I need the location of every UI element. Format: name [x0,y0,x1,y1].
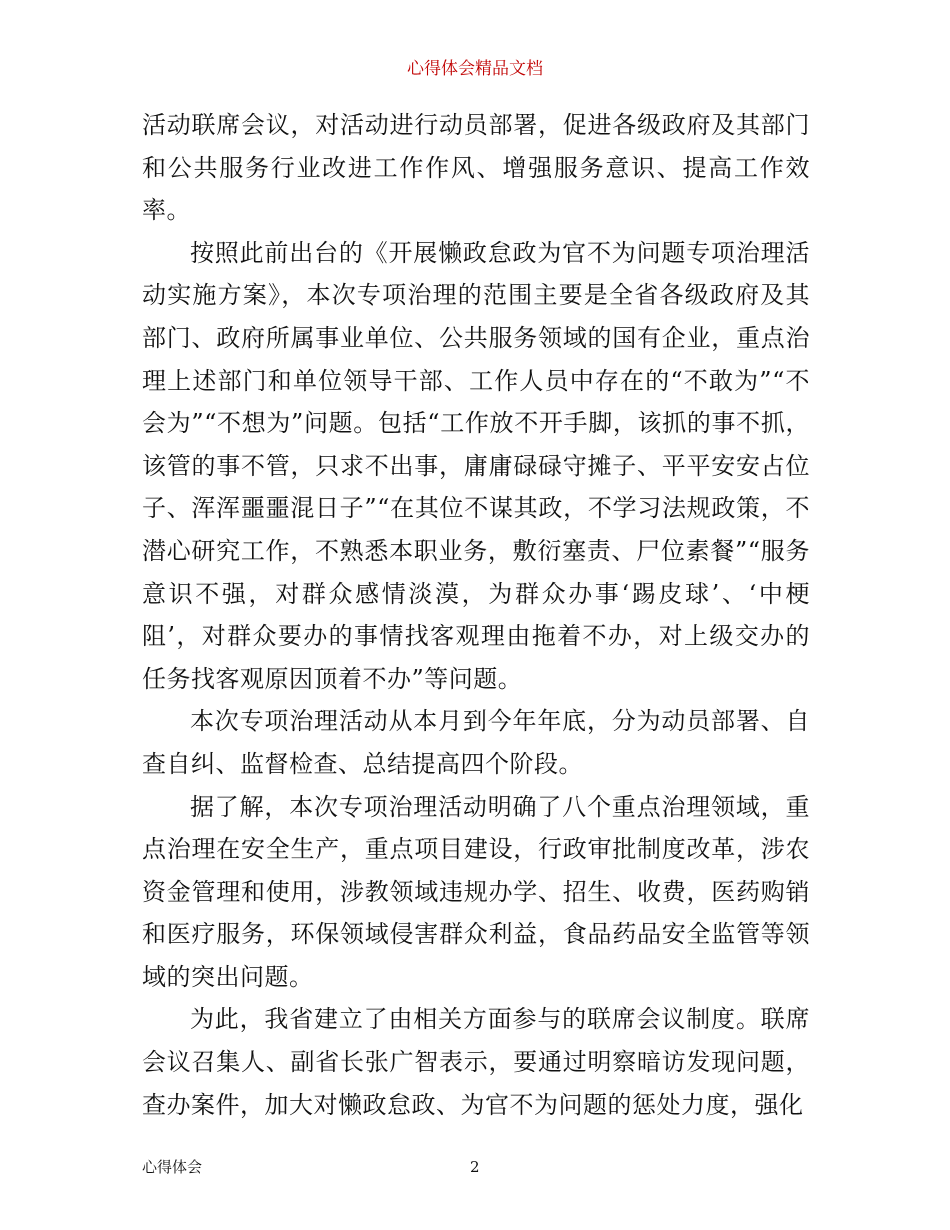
paragraph-4: 据了解，本次专项治理活动明确了八个重点治理领域，重点治理在安全生产，重点项目建设，行政审批制度改革，涉农资金管理和使用，涉教领域违规办学、招生、收费，医药购销和医疗服务，环保领域侵害群众利益，食品药品安全监管等领域的突出问题。 [142,792,810,991]
paragraph-5: 为此，我省建立了由相关方面参与的联席会议制度。联席会议召集人、副省长张广智表示，要通过明察暗访发现问题，查办案件，加大对懒政怠政、为官不为问题的惩处力度，强化 [142,1005,810,1119]
page-header-title: 心得体会精品文档 [407,59,543,79]
document-body [142,104,810,1126]
footer-label: 心得体会 [142,1158,203,1176]
paragraph-1: 活动联席会议，对活动进行动员部署，促进各级政府及其部门和公共服务行业改进工作作风、增强服务意识、提高工作效率。 [142,111,810,225]
paragraph-3: 本次专项治理活动从本月到今年年底，分为动员部署、自查自纠、监督检查、总结提高四个阶段。 [142,707,810,778]
page-number: 2 [470,1158,480,1176]
page-footer [142,1156,810,1178]
paragraph-2: 按照此前出台的《开展懒政怠政为官不为问题专项治理活动实施方案》，本次专项治理的范围主要是全省各级政府及其部门、政府所属事业单位、公共服务领域的国有企业，重点治理上述部门和单位领导干部、工作人员中存在的“不敢为”“不会为”“不想为”问题。包括“工作放不开手脚，该抓的事不抓，该管的事不管，只求不出事，庸庸碌碌守摊子、平平安安占位子、浑浑噩噩混日子”“在其位不谋其政，不学习法规政策，不潜心研究工作，不熟悉本职业务，敷衍塞责、尸位素餐”“服务意识不强，对群众感情淡漠，为群众办事‘踢皮球’、‘中梗阻’，对群众要办的事情找客观理由拖着不办，对上级交办的任务找客观原因顶着不办”等问题。 [142,238,810,693]
